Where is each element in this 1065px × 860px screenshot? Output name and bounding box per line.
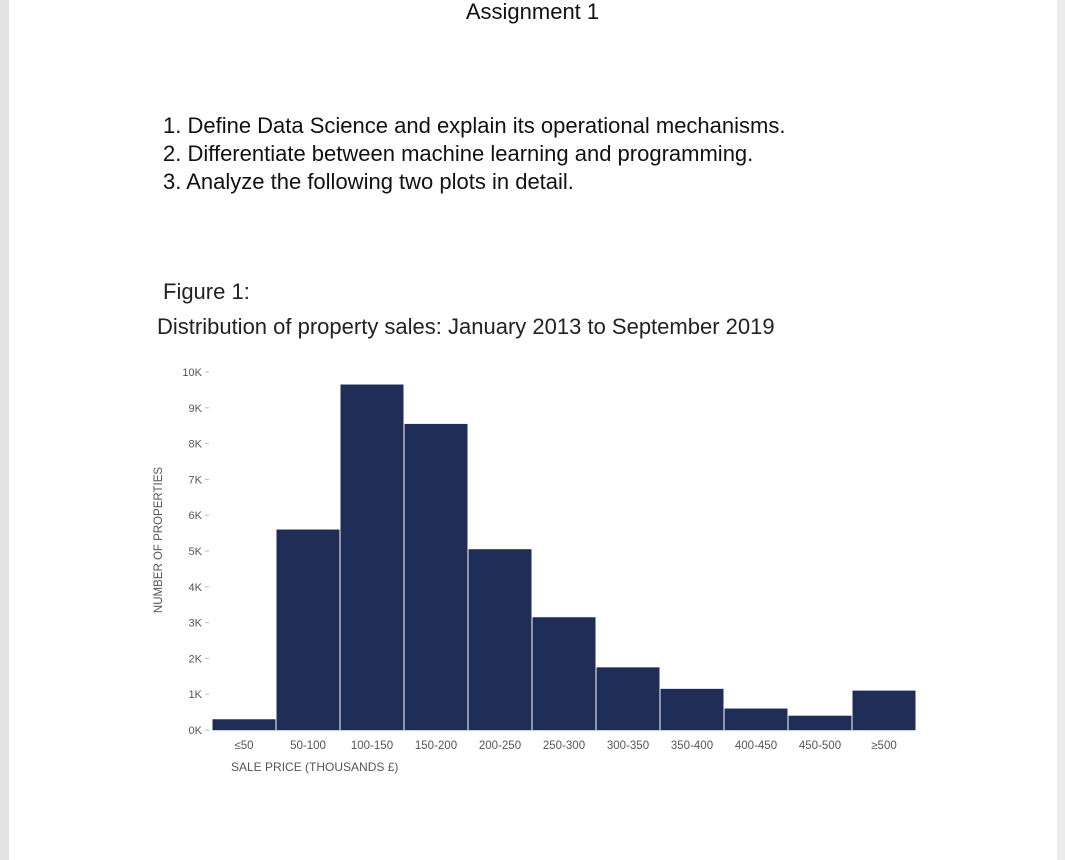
bar-5 — [469, 549, 532, 730]
page-right-margin — [1057, 0, 1065, 860]
y-tick-label: 5K — [188, 546, 202, 558]
y-tick-label: 6K — [188, 510, 202, 523]
x-tick-label: 450-500 — [798, 740, 842, 752]
x-tick-label: 150-200 — [414, 740, 458, 752]
bar-3 — [341, 385, 404, 730]
x-tick-label: 200-250 — [478, 740, 522, 752]
x-axis-label: SALE PRICE (THOUSANDS £) — [231, 760, 399, 774]
x-tick-label: 50-100 — [290, 740, 326, 752]
x-tick-label: ≤50 — [234, 740, 254, 752]
x-tick-label: 400-450 — [734, 740, 778, 752]
bar-8 — [661, 689, 724, 730]
bar-9 — [725, 709, 788, 730]
bar-6 — [533, 617, 596, 730]
y-tick-label: 7K — [188, 474, 202, 487]
x-tick-label: ≥500 — [871, 740, 897, 752]
bar-4 — [405, 424, 468, 730]
bar-7 — [597, 667, 660, 730]
bar-11 — [853, 691, 916, 730]
page-left-margin — [0, 0, 9, 860]
histogram-chart — [140, 360, 940, 780]
y-axis-label: NUMBER OF PROPERTIES — [153, 466, 165, 614]
question-list — [163, 112, 785, 196]
x-axis — [212, 731, 916, 753]
y-tick-label: 8K — [188, 438, 202, 451]
x-tick-label: 300-350 — [606, 740, 650, 752]
y-tick-label: 0K — [188, 725, 202, 737]
bar-10 — [789, 716, 852, 730]
question-item: 2. Differentiate between machine learning and programming. — [163, 141, 754, 166]
y-axis — [182, 367, 209, 737]
figure-caption: Distribution of property sales: January 2013 to September 2019 — [157, 314, 775, 339]
figure-label: Figure 1: — [163, 279, 250, 304]
bar-2 — [277, 530, 340, 730]
y-tick-label: 2K — [188, 653, 202, 666]
bar-1 — [213, 719, 276, 730]
bars-group — [213, 385, 916, 730]
question-item: 3. Analyze the following two plots in detail. — [163, 169, 574, 194]
y-tick-label: 10K — [182, 367, 202, 379]
y-tick-label: 1K — [188, 689, 202, 702]
y-tick-label: 3K — [188, 617, 202, 630]
document-title: Assignment 1 — [465, 0, 600, 24]
x-tick-label: 100-150 — [350, 740, 394, 752]
y-tick-label: 9K — [188, 402, 202, 415]
x-tick-label: 250-300 — [542, 740, 586, 752]
x-tick-label: 350-400 — [670, 740, 714, 752]
question-item: 1. Define Data Science and explain its operational mechanisms. — [163, 113, 786, 138]
y-tick-label: 4K — [188, 581, 202, 594]
